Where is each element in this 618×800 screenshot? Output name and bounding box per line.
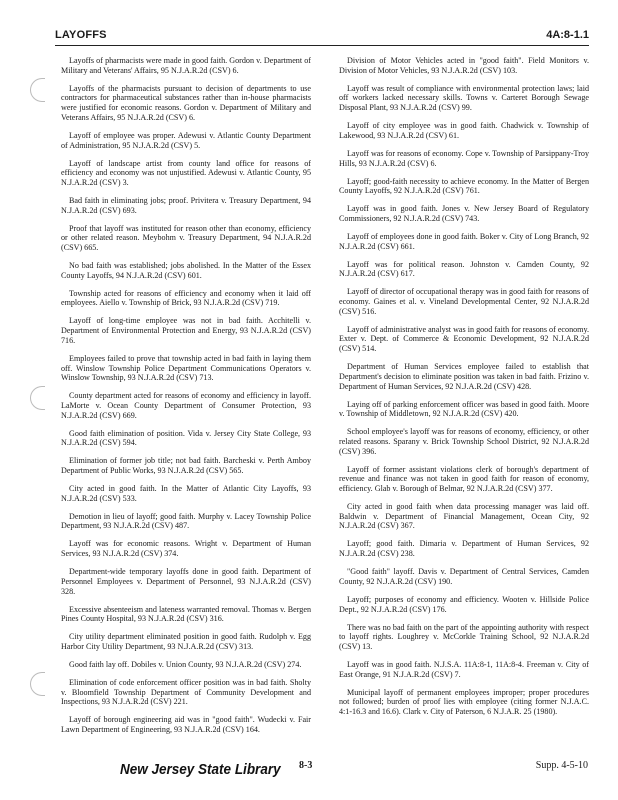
annotation-entry: Layoff was for political reason. Johnston v. Camden County, 92 N.J.A.R.2d (CSV) 617.: [339, 259, 589, 279]
annotation-entry: Layoff of borough engineering aid was in "good faith". Wudecki v. Fair Lawn Department of Engineering, 93 N.J.A.R.2d (CSV) 164.: [61, 715, 311, 735]
annotation-entry: Layoff of landscape artist from county land office for reasons of efficiency and economy was not unjustified. Adewusi v. Atlantic County, 95 N.J.A.R.2d (CSV) 3.: [61, 158, 311, 187]
annotation-entry: City acted in good faith. In the Matter of Atlantic City Layoffs, 93 N.J.A.R.2d (CSV) 533.: [61, 484, 311, 503]
annotation-entry: Layoff was result of compliance with environmental protection laws; laid off workers lacked necessary skills. Towns v. Carteret Borough Sewage Disposal Plant, 93 N.J.A.R.2d (CSV) 99.: [339, 83, 589, 113]
page-number: 8-3: [299, 760, 313, 771]
punch-hole: [30, 672, 45, 696]
annotation-entry: Municipal layoff of permanent employees improper; proper procedures not followed; burden of proof lies with employee (citing former N.J.A.C. 4:1-16.3 and 16.6). Clark v. City of Paterson, 6 N.J.A.R. 25 (1980).: [339, 687, 589, 717]
section-code: 4A:8-1.1: [546, 29, 589, 41]
annotation-entry: Employees failed to prove that township acted in bad faith in laying them off. Winslow Township Police Department Communications Operators v. Winslow Township, 93 N.J.A.R.2d (CSV) 713.: [61, 353, 311, 383]
annotation-entry: County department acted for reasons of economy and efficiency in layoff. LaMorte v. Ocean County Department of Consumer Protection, 93 N.J.A.R.2d (CSV) 669.: [61, 391, 311, 420]
annotation-entry: Bad faith in eliminating jobs; proof. Privitera v. Treasury Department, 94 N.J.A.R.2d (CSV) 693.: [61, 195, 311, 215]
supplement-date: Supp. 4-5-10: [535, 760, 588, 771]
annotation-entry: Layoff was for reasons of economy. Cope v. Township of Parsippany-Troy Hills, 93 N.J.A.R.2d (CSV) 6.: [339, 148, 589, 168]
annotation-entry: Good faith lay off. Dobiles v. Union County, 93 N.J.A.R.2d (CSV) 274.: [69, 659, 302, 669]
annotation-entry: There was no bad faith on the part of the appointing authority with respect to layoff rights. Loughrey v. McCorkle Training School, 92 N.J.A.R.2d (CSV) 13.: [339, 622, 589, 651]
annotation-entry: Layoff of employee was proper. Adewusi v. Atlantic County Department of Administration, 95 N.J.A.R.2d (CSV) 5.: [61, 130, 311, 150]
annotation-entry: Layoff was for economic reasons. Wright v. Department of Human Services, 93 N.J.A.R.2d (CSV) 374.: [61, 539, 311, 559]
left-column: [61, 56, 311, 743]
annotation-entry: "Good faith" layoff. Davis v. Department of Central Services, Camden County, 92 N.J.A.R.2d (CSV) 190.: [339, 567, 589, 586]
annotation-entry: Layoff of employees done in good faith. Boker v. City of Long Branch, 92 N.J.A.R.2d (CSV) 661.: [339, 231, 589, 251]
punch-hole: [30, 78, 45, 102]
annotation-entry: Layoff; good-faith necessity to achieve economy. In the Matter of Bergen County Layoffs, 92 N.J.A.R.2d (CSV) 761.: [339, 176, 589, 196]
annotation-entry: Layoff of director of occupational therapy was in good faith for reasons of economy. Gaines et al. v. Vineland Developmental Center, 92 N.J.A.R.2d (CSV) 516.: [339, 287, 589, 316]
annotation-entry: Layoff; purposes of economy and efficiency. Wooten v. Hillside Police Dept., 92 N.J.A.R.2d (CSV) 176.: [339, 594, 589, 614]
annotation-entry: Layoff; good faith. Dimaria v. Department of Human Services, 92 N.J.A.R.2d (CSV) 238.: [339, 539, 589, 559]
annotation-entry: Laying off of parking enforcement officer was based in good faith. Moore v. Township of Middletown, 92 N.J.A.R.2d (CSV) 420.: [339, 399, 589, 419]
page-header: [55, 29, 589, 46]
annotation-entry: Good faith elimination of position. Vida v. Jersey City State College, 93 N.J.A.R.2d (CSV) 594.: [61, 428, 311, 448]
annotation-entry: Department-wide temporary layoffs done in good faith. Department of Personnel Employees v. Department of Personnel, 93 N.J.A.R.2d (CSV) 328.: [61, 567, 311, 596]
annotation-entry: Layoff of administrative analyst was in good faith for reasons of economy. Exter v. Dept. of Commerce & Economic Development, 92 N.J.A.R.2d (CSV) 514.: [339, 324, 589, 354]
right-column: [339, 56, 589, 725]
annotation-entry: City acted in good faith when data processing manager was laid off. Baldwin v. Department of Financial Management, Ocean City, 92 N.J.A.R.2d (CSV) 367.: [339, 502, 589, 531]
annotation-entry: No bad faith was established; jobs abolished. In the Matter of the Essex County Layoffs, 94 N.J.A.R.2d (CSV) 601.: [61, 261, 311, 280]
annotation-entry: School employee's layoff was for reasons of economy, efficiency, or other related reasons. Sparany v. Brick Township School District, 92 N.J.A.R.2d (CSV) 396.: [339, 427, 589, 456]
annotation-entry: Excessive absenteeism and lateness warranted removal. Thomas v. Bergen Pines County Hospital, 93 N.J.A.R.2d (CSV) 316.: [61, 604, 311, 624]
annotation-entry: Layoff was in good faith. N.J.S.A. 11A:8-1, 11A:8-4. Freeman v. City of East Orange, 91 N.J.A.R.2d (CSV) 7.: [339, 659, 589, 679]
annotation-entry: Proof that layoff was instituted for reason other than economy, efficiency or other related reason. Meybohm v. Treasury Department, 94 N.J.A.R.2d (CSV) 665.: [61, 223, 311, 253]
annotation-entry: Layoffs of pharmacists were made in good faith. Gordon v. Department of Military and Veterans' Affairs, 95 N.J.A.R.2d (CSV) 6.: [61, 56, 311, 75]
annotation-entry: Layoffs of the pharmacists pursuant to decision of departments to use contractors for pharmaceutical substances rather than in-house pharmacists were justified for economic reasons. Gordon v. Department of Military and Veterans Affairs, 95 N.J.A.R.2d (CSV) 6.: [61, 83, 311, 122]
library-stamp: New Jersey State Library: [120, 761, 281, 778]
annotation-entry: Layoff of long-time employee was not in bad faith. Acchitelli v. Department of Environmental Protection and Energy, 93 N.J.A.R.2d (CSV) 716.: [61, 316, 311, 345]
annotation-entry: Layoff of city employee was in good faith. Chadwick v. Township of Lakewood, 93 N.J.A.R.2d (CSV) 61.: [339, 121, 589, 140]
section-title: LAYOFFS: [55, 29, 107, 41]
annotation-entry: City utility department eliminated position in good faith. Rudolph v. Egg Harbor City Utility Department, 93 N.J.A.R.2d (CSV) 313.: [61, 632, 311, 651]
annotation-entry: Elimination of code enforcement officer position was in bad faith. Sholty v. Bloomfield Township Department of Community Development and Inspections, 93 N.J.A.R.2d (CSV) 221.: [61, 677, 311, 707]
annotation-entry: Elimination of former job title; not bad faith. Barcheski v. Perth Amboy Department of Public Works, 93 N.J.A.R.2d (CSV) 565.: [61, 456, 311, 476]
annotation-entry: Layoff was in good faith. Jones v. New Jersey Board of Regulatory Commissioners, 92 N.J.A.R.2d (CSV) 743.: [339, 204, 589, 223]
annotation-entry: Township acted for reasons of efficiency and economy when it laid off employees. Aiello v. Township of Brick, 93 N.J.A.R.2d (CSV) 719.: [61, 288, 311, 308]
annotation-entry: Department of Human Services employee failed to establish that Department's decision to eliminate position was taken in bad faith. Frizino v. Department of Human Services, 92 N.J.A.R.2d (CSV) 428.: [339, 362, 589, 391]
punch-hole: [30, 386, 45, 410]
annotation-entry: Layoff of former assistant violations clerk of borough's department of revenue and finance was not taken in good faith for reason of economy, efficiency. Glab v. Borough of Belmar, 92 N.J.A.R.2d (CSV) 377.: [339, 464, 589, 494]
annotation-entry: Demotion in lieu of layoff; good faith. Murphy v. Lacey Township Police Department, 93 N.J.A.R.2d (CSV) 487.: [61, 511, 311, 531]
annotation-entry: Division of Motor Vehicles acted in "good faith". Field Monitors v. Division of Motor Vehicles, 93 N.J.A.R.2d (CSV) 103.: [339, 56, 589, 75]
